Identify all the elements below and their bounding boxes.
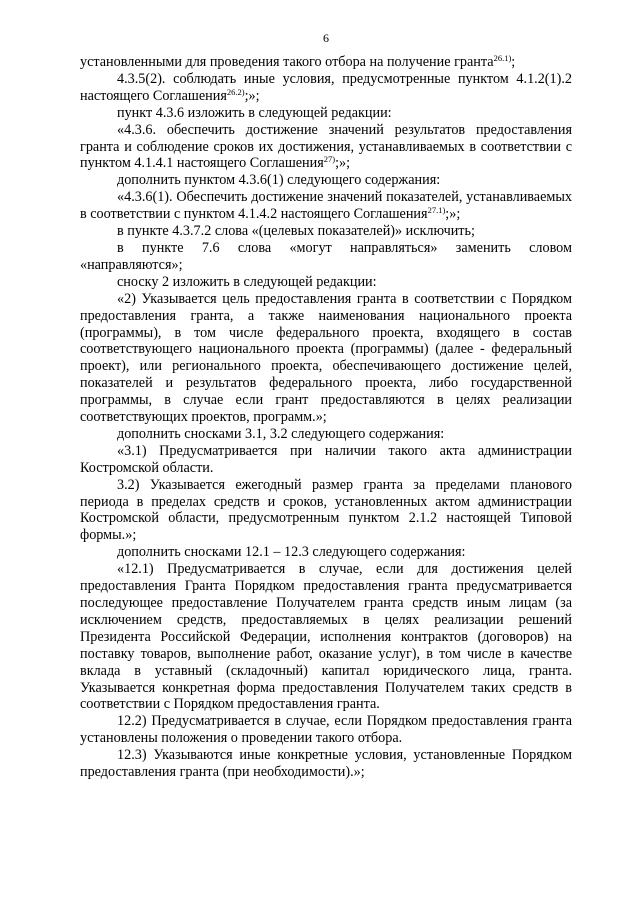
paragraph-text: установленными для проведения такого отбора на получение гранта [80, 54, 494, 70]
paragraph [80, 274, 572, 291]
paragraph-text: в пункте 4.3.7.2 слова «(целевых показателей)» исключить; [117, 223, 475, 240]
paragraph-tail: ;»; [335, 155, 351, 172]
paragraph-text: «3.1) Предусматривается при наличии такого акта администрации Костромской области. [80, 442, 572, 476]
paragraph [80, 426, 572, 443]
footnote-ref: 26.2) [226, 86, 245, 97]
paragraph [80, 747, 572, 781]
paragraph [80, 477, 572, 545]
paragraph-tail: ; [511, 54, 516, 70]
paragraph-text: 4.3.5(2). соблюдать иные условия, предусмотренные пунктом 4.1.2(1).2 настоящего Соглашения [80, 70, 572, 104]
paragraph-text: 3.2) Указывается ежегодный размер гранта за пределами планового периода в пределах средств и сроков, установленных актом администрации Костромской области, предусмотренным пунктом 2.1.2 настоящей Типовой формы.»; [80, 476, 572, 544]
paragraph-text: дополнить пунктом 4.3.6(1) следующего содержания: [117, 172, 441, 189]
paragraph [80, 713, 572, 747]
document-page [80, 30, 572, 781]
paragraph-text: в пункте 7.6 слова «могут направляться» заменить словом «направляются»; [80, 239, 572, 273]
paragraph [80, 189, 572, 223]
document-body [80, 54, 572, 781]
paragraph-text: 12.3) Указываются иные конкретные условия, установленные Порядком предоставления гранта (при необходимости).»; [80, 747, 572, 781]
paragraph-text: дополнить сносками 3.1, 3.2 следующего содержания: [117, 425, 445, 442]
paragraph-text: «12.1) Предусматривается в случае, если для достижения целей предоставления Гранта Порядком предоставления гранта предусматривается последующее предоставление Получателем гранта средств иным лицам (за исключением средств, предоставляемых в целях реализации решений Президента Российской Федерации, исполнения контрактов (договоров) на поставку товаров, выполнение работ, оказание услуг), в том числе в качестве вклада в уставный (складочный) капитал юридического лица, гранта. Указывается конкретная форма предоставления Получателем таких средств в соответствии с Порядком предоставления гранта. [80, 561, 572, 713]
footnote-ref: 27) [323, 154, 336, 165]
paragraph [80, 443, 572, 477]
paragraph-text: 12.2) Предусматривается в случае, если Порядком предоставления гранта установлены положения о проведении такого отбора. [80, 713, 572, 747]
paragraph-text: «2) Указывается цель предоставления гранта в соответствии с Порядком предоставления гранта, а также наименования национального проекта (программы), в том числе федерального проекта, входящего в состав соответствующего национального проекта (программы) (далее - федеральный проект), или регионального проекта, обеспечивающего достижение целей, показателей и результатов федерального проекта, либо государственной программы, в случае если грант предоставляются в целях реализации соответствующих проектов, программ.»; [80, 290, 572, 426]
paragraph-text: пункт 4.3.6 изложить в следующей редакции: [117, 104, 392, 121]
footnote-ref: 27.1) [427, 205, 446, 216]
page-number: 6 [323, 31, 329, 45]
paragraph-text: дополнить сносками 12.1 – 12.3 следующего содержания: [117, 544, 466, 561]
paragraph-text: «4.3.6(1). Обеспечить достижение значений показателей, устанавливаемых в соответствии с пунктом 4.1.4.2 настоящего Соглашения [80, 189, 572, 223]
paragraph [80, 240, 572, 274]
paragraph [80, 122, 572, 173]
paragraph-text: сноску 2 изложить в следующей редакции: [117, 273, 377, 290]
paragraph [80, 291, 572, 426]
paragraph-text: «4.3.6. обеспечить достижение значений результатов предоставления гранта и соблюдение сроков их достижения, устанавливаемых в соответствии с пунктом 4.1.4.1 настоящего Соглашения [80, 121, 572, 172]
paragraph [80, 54, 572, 71]
paragraph [80, 544, 572, 561]
paragraph [80, 223, 572, 240]
paragraph [80, 561, 572, 713]
paragraph [80, 105, 572, 122]
paragraph [80, 172, 572, 189]
paragraph-tail: ;»; [244, 87, 260, 104]
paragraph-tail: ;»; [445, 206, 461, 223]
footnote-ref: 26.1) [493, 53, 512, 63]
paragraph [80, 71, 572, 105]
